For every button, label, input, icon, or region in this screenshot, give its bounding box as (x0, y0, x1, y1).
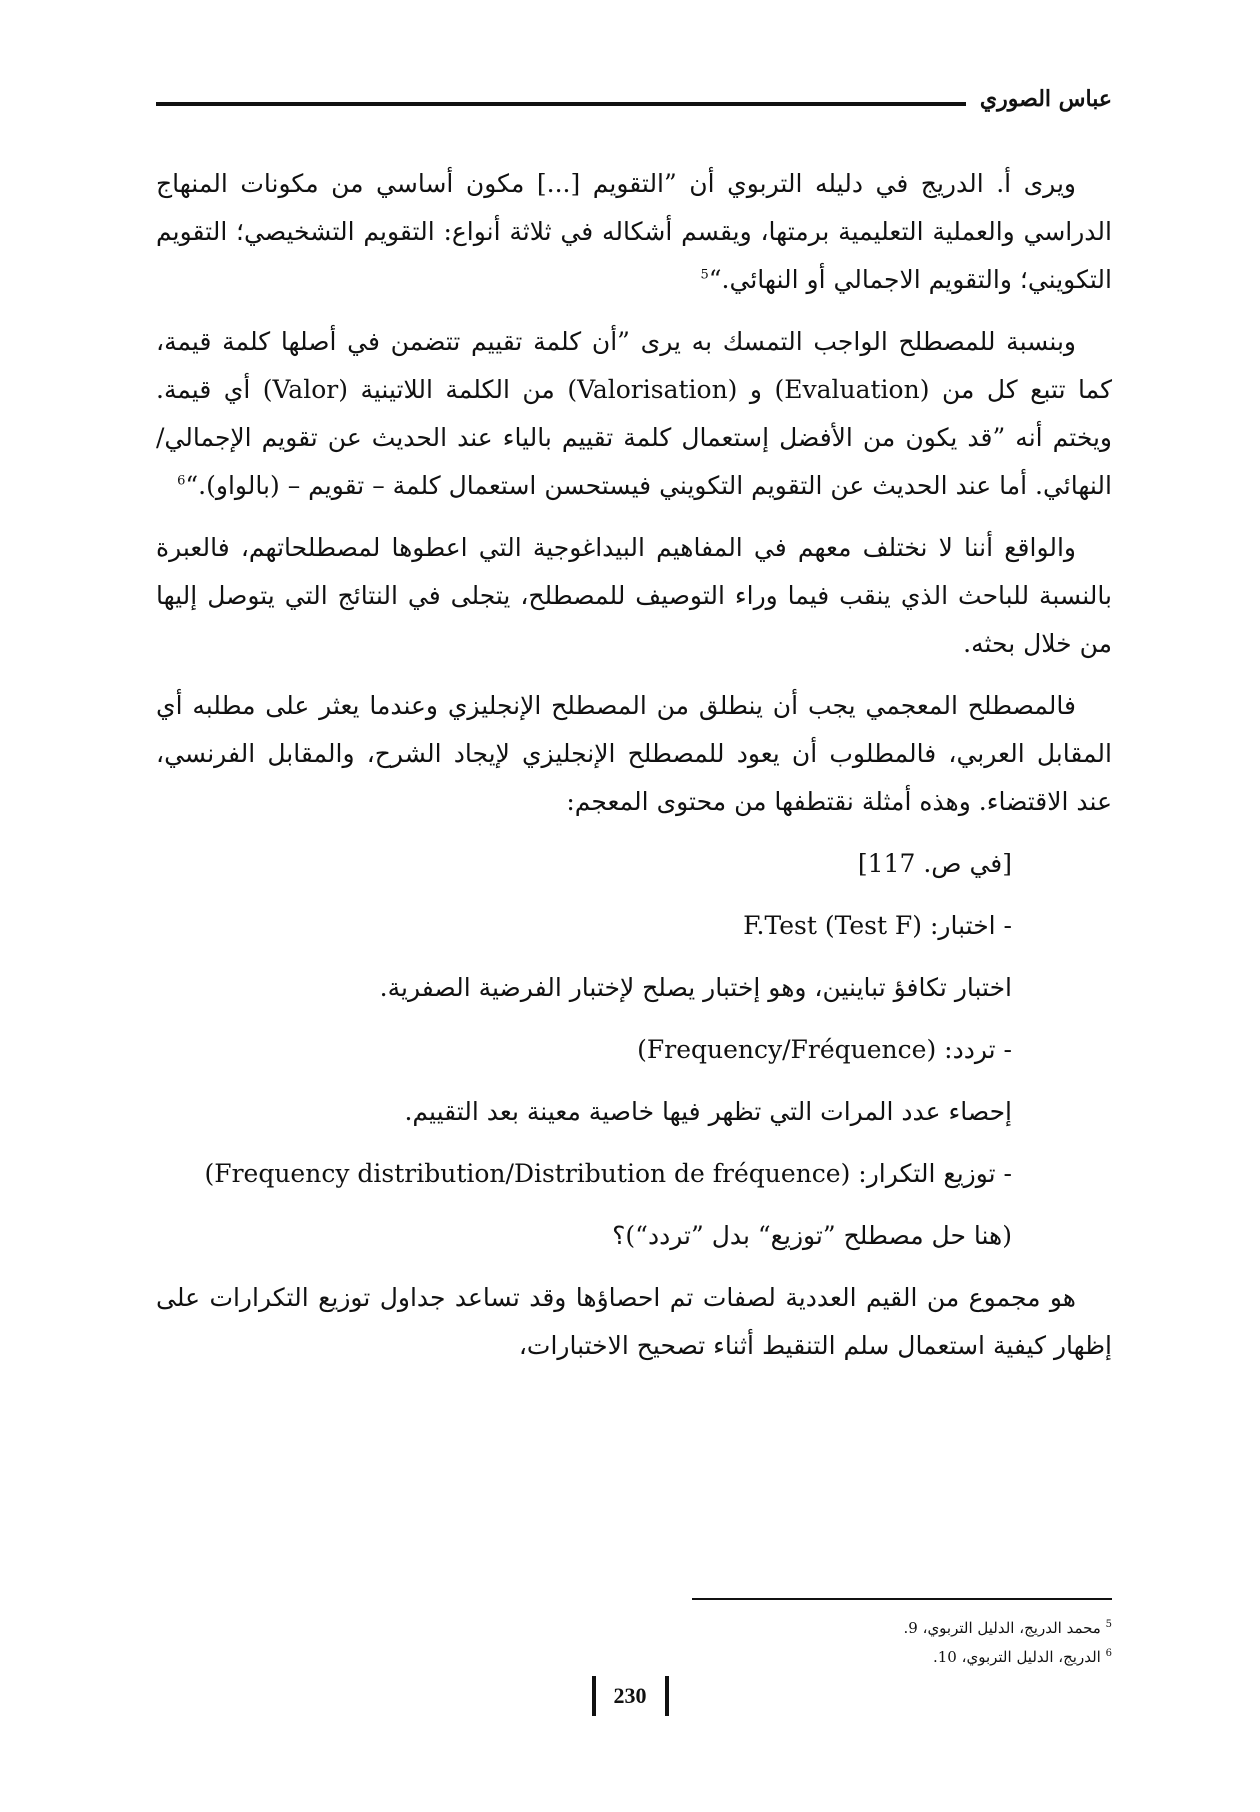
example-term: - اختبار: F.Test (Test F) (743, 911, 1012, 940)
paragraph-text: وبنسبة للمصطلح الواجب التمسك به يرى ”أن كلمة تقييم تتضمن في أصلها كلمة قيمة، كما تتبع كل من (Evaluation) و (Valorisation) من الكلمة اللاتينية (Valor) أي قيمة. ويختم أنه ”قد يكون من الأفضل إستعمال كلمة تقييم بالياء عند الحديث عن تقويم الإجمالي/النهائي. أما عند الحديث عن التقويم التكويني فيستحسن استعمال كلمة – تقويم – (بالواو).“ (156, 327, 1112, 500)
paragraph (156, 524, 1112, 668)
footnote-ref[interactable]: 5 (700, 267, 709, 283)
page-number (0, 1676, 1260, 1716)
example-term: - توزيع التكرار: (Frequency distribution/Distribution de fréquence) (204, 1159, 1012, 1188)
paragraph-text: ويرى أ. الدريج في دليله التربوي أن ”التقويم [...] مكون أساسي من مكونات المنهاج الدراسي والعملية التعليمية برمتها، ويقسم أشكاله في ثلاثة أنواع: التقويم التشخيصي؛ التقويم التكويني؛ والتقويم الاجمالي أو النهائي.“ (156, 169, 1112, 294)
paragraph-text: والواقع أننا لا نختلف معهم في المفاهيم البيداغوجية التي اعطوها لمصطلحاتهم، فالعبرة بالنسبة للباحث الذي ينقب فيما وراء التوصيف للمصطلح، يتجلى في النتائج التي يتوصل إليها من خلال بحثه. (156, 533, 1113, 658)
paragraph (156, 318, 1112, 510)
header-author: عباس الصوري (979, 86, 1112, 112)
closing-paragraph: هو مجموع من القيم العددية لصفات تم احصاؤها وقد تساعد جداول توزيع التكرارات على إظهار كيفية استعمال سلم التنقيط أثناء تصحيح الاختبارات، (156, 1283, 1112, 1360)
example-page-ref: [في ص. 117] (857, 849, 1012, 878)
footnote-number: 5 (1105, 1619, 1112, 1630)
footnote-text: الدريج، الدليل التربوي، 10. (932, 1648, 1101, 1666)
footnote (512, 1641, 1112, 1670)
body-text (156, 160, 1112, 1384)
footnotes (512, 1612, 1112, 1670)
footnote (512, 1612, 1112, 1641)
header-rule (156, 102, 966, 106)
footnote-text: محمد الدريج، الدليل التربوي، 9. (903, 1619, 1101, 1637)
footnote-rule (692, 1598, 1112, 1600)
footnote-ref[interactable]: 6 (177, 473, 186, 489)
paragraph (156, 160, 1112, 304)
example-term: - تردد: (Frequency/Fréquence) (637, 1035, 1012, 1064)
paragraph-text: فالمصطلح المعجمي يجب أن ينطلق من المصطلح الإنجليزي وعندما يعثر على مطلبه أي المقابل العربي، فالمطلوب أن يعود للمصطلح الإنجليزي لإيجاد الشرح، والمقابل الفرنسي، عند الاقتضاء. وهذه أمثلة نقتطفها من محتوى المعجم: (156, 691, 1112, 816)
page-number-text: 230 (613, 1683, 647, 1708)
example-definition: إحصاء عدد المرات التي تظهر فيها خاصية معينة بعد التقييم. (404, 1097, 1012, 1126)
example-note: (هنا حل مصطلح ”توزيع“ بدل ”تردد“)؟ (612, 1221, 1012, 1250)
running-header (156, 82, 1112, 116)
page-number-bar (665, 1676, 669, 1716)
paragraph (156, 682, 1112, 826)
footnote-number: 6 (1105, 1648, 1112, 1659)
example-definition: اختبار تكافؤ تباينين، وهو إختبار يصلح لإختبار الفرضية الصفرية. (379, 973, 1012, 1002)
